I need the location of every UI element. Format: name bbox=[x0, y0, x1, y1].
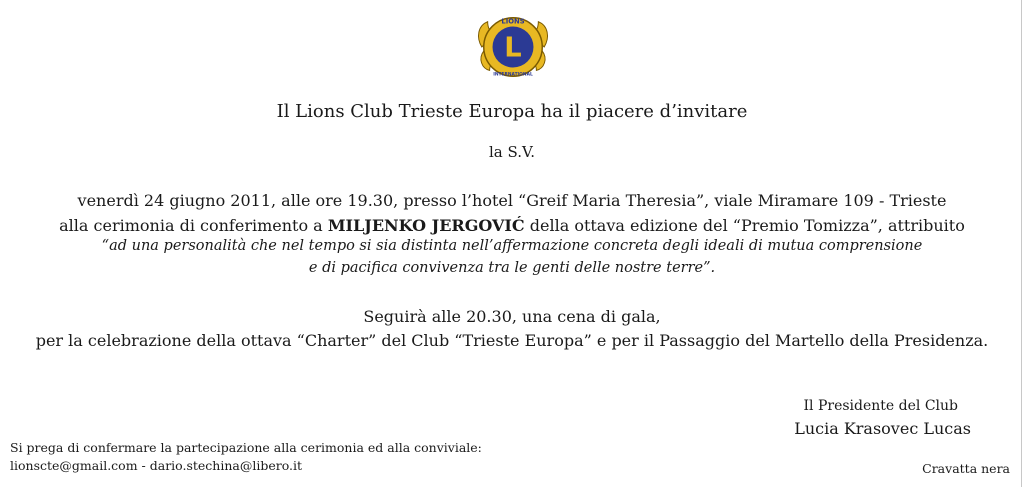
ceremony-line bbox=[0, 216, 1024, 235]
honoree-name: MILJENKO JERGOVIĆ bbox=[327, 216, 525, 235]
invitation-heading: Il Lions Club Trieste Europa ha il piacere d’invitare bbox=[276, 101, 748, 122]
invitation-recipient: la S.V. bbox=[489, 143, 535, 161]
rsvp-block bbox=[10, 439, 482, 475]
lions-text-top: LIONS bbox=[501, 17, 525, 26]
gala-dinner-line: Seguirà alle 20.30, una cena di gala, bbox=[363, 307, 661, 326]
ceremony-line-pre: alla cerimonia di conferimento a bbox=[59, 216, 328, 235]
ceremony-line-post: della ottava edizione del “Premio Tomizza”, attribuito bbox=[524, 216, 965, 235]
dress-code: Cravatta nera bbox=[922, 461, 1010, 476]
rsvp-contacts: lionscte@gmail.com - dario.stechina@libero.it bbox=[10, 458, 302, 473]
award-quote-line-2: e di pacifica convivenza tra le genti delle nostre terre”. bbox=[308, 260, 716, 276]
lions-text-bottom: INTERNATIONAL bbox=[493, 72, 533, 78]
signature-name: Lucia Krasovec Lucas bbox=[794, 419, 971, 438]
lions-letter: L bbox=[504, 32, 522, 64]
signature-role: Il Presidente del Club bbox=[803, 398, 958, 414]
rsvp-note: Si prega di confermare la partecipazione alla cerimonia ed alla conviviale: bbox=[10, 440, 482, 455]
award-quote-line-1: “ad una personalità che nel tempo si sia distinta nell’affermazione concreta degli ideali di mutua comprensione bbox=[101, 238, 923, 254]
event-details-line: venerdì 24 giugno 2011, alle ore 19.30, presso l’hotel “Greif Maria Theresia”, viale Miramare 109 - Trieste bbox=[77, 191, 947, 210]
charter-celebration-line: per la celebrazione della ottava “Charter” del Club “Trieste Europa” e per il Passaggio del Martello della Presidenza. bbox=[35, 331, 989, 350]
lions-club-emblem-icon bbox=[474, 8, 552, 86]
